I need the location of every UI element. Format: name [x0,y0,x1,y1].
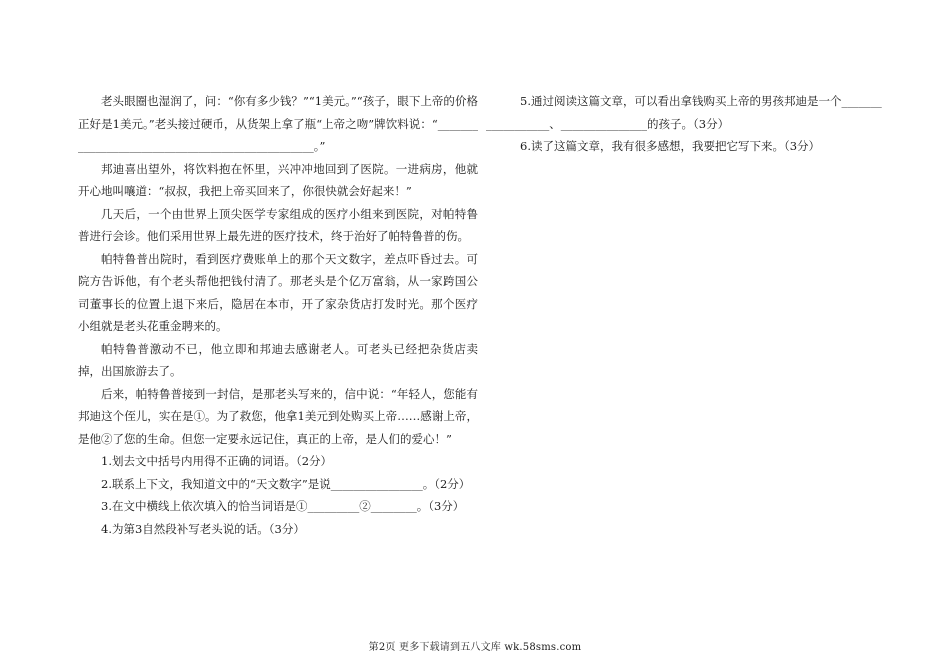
question-1: 1.划去文中括号内用得不正确的词语。（2分） [101,454,333,468]
question-4: 4.为第3自然段补写老头说的话。（3分） [101,521,305,536]
article-paragraph-1: 老头眼圈也湿润了，问：“你有多少钱？”“1美元。”“孩子，眼下上帝的价格正好是1美元。”老头接过硬币，从货架上拿了瓶“上帝之吻”牌饮料说：“________________________________________________。” [78,94,478,153]
article-paragraph-6: 后来，帕特鲁普接到一封信，是那老头写来的，信中说：“年轻人，您能有邦迪这个侄儿，实在是①。为了救您，他拿1美元到处购买上帝……感谢上帝，是他②了您的生命。但您一定要永远记住，真正的上帝，是人们的爱心！” [78,386,478,446]
article-paragraph-5: 帕特鲁普激动不已，他立即和邦迪去感谢老人。可老头已经把杂货店卖掉，出国旅游去了。 [78,341,478,378]
right-column [486,90,886,158]
page-footer: 第2页 更多下载请到五八文库 wk.58sms.com [368,642,582,653]
question-3: 3.在文中横线上依次填入的恰当词语是①_________②________。（3分） [101,499,465,513]
question-5: 5.通过阅读这篇文章，可以看出拿钱购买上帝的男孩邦迪是一个__________________、_______________的孩子。（3分） [486,94,882,131]
question-2: 2.联系上下文，我知道文中的“天文数字”是说________________。（2分） [101,476,471,491]
article-paragraph-4: 帕特鲁普出院时，看到医疗费账单上的那个天文数字，差点吓昏过去。可院方告诉他，有个老头帮他把钱付清了。那老头是个亿万富翁，从一家跨国公司董事长的位置上退下来后，隐居在本市，开了家杂货店打发时光。那个医疗小组就是老头花重金聘来的。 [78,251,478,333]
left-column [78,90,478,540]
article-paragraph-2: 邦迪喜出望外，将饮料抱在怀里，兴冲冲地回到了医院。一进病房，他就开心地叫嚷道：“叔叔，我把上帝买回来了，你很快就会好起来！” [78,161,478,198]
article-paragraph-3: 几天后，一个由世界上顶尖医学专家组成的医疗小组来到医院，对帕特鲁普进行会诊。他们采用世界上最先进的医疗技术，终于治好了帕特鲁普的伤。 [78,206,478,243]
question-6: 6.读了这篇文章，我有很多感想，我要把它写下来。（3分） [520,139,821,153]
